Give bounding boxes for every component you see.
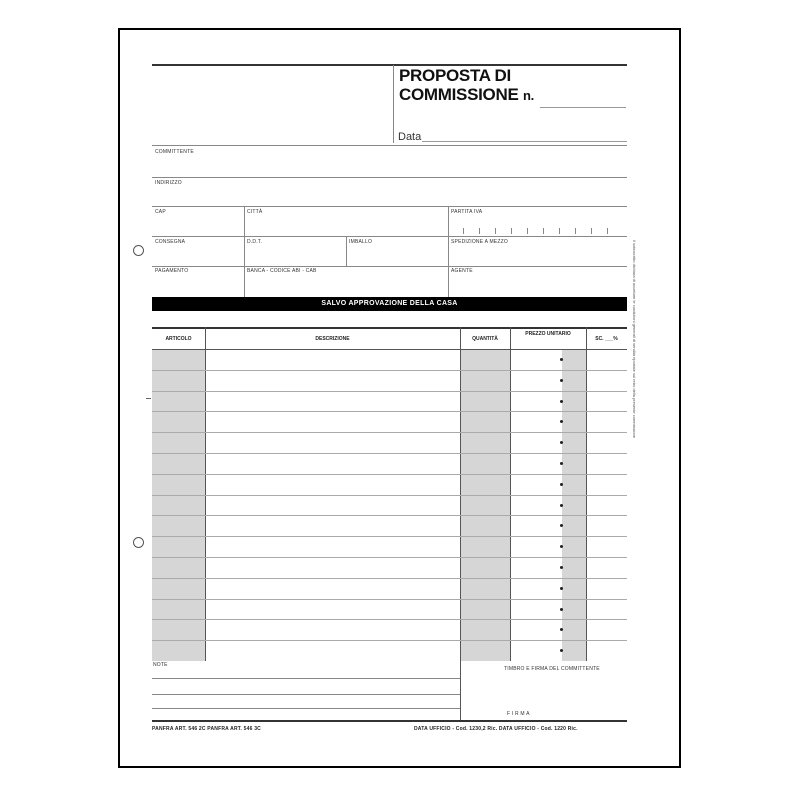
title-line-1: PROPOSTA DI (399, 66, 511, 85)
partita-iva-boxes[interactable] (451, 228, 627, 234)
divider (448, 206, 449, 298)
divider (346, 236, 347, 266)
label-indirizzo: INDIRIZZO (155, 180, 182, 186)
title-divider (393, 65, 394, 143)
label-note: NOTE (153, 662, 168, 668)
divider (244, 236, 245, 298)
rule (152, 236, 627, 237)
label-agente: AGENTE (451, 268, 473, 274)
tick (559, 228, 560, 234)
tick (527, 228, 528, 234)
label-imballo: IMBALLO (349, 239, 373, 245)
table-row[interactable] (152, 411, 627, 432)
data-label: Data (398, 131, 422, 143)
tick (591, 228, 592, 234)
decimal-mark (560, 483, 563, 486)
top-rule (152, 64, 627, 66)
label-firma: F I R M A (507, 711, 530, 717)
table-row[interactable] (152, 640, 627, 661)
items-table (152, 327, 627, 661)
table-row[interactable] (152, 432, 627, 453)
rule (152, 266, 627, 267)
label-banca: BANCA - CODICE ABI - CAB (247, 268, 317, 274)
table-row[interactable] (152, 495, 627, 516)
label-consegna: CONSEGNA (155, 239, 186, 245)
table-top-rule (152, 327, 627, 329)
label-cap: CAP (155, 209, 166, 215)
note-line[interactable] (152, 694, 460, 695)
form-title (399, 66, 534, 105)
label-pagamento: PAGAMENTO (155, 268, 189, 274)
note-line[interactable] (152, 708, 460, 709)
tick (495, 228, 496, 234)
commission-form (152, 62, 627, 740)
label-timbro: TIMBRO E FIRMA DEL COMMITTENTE (504, 666, 600, 672)
table-row[interactable] (152, 578, 627, 599)
table-row[interactable] (152, 515, 627, 536)
rule (152, 145, 627, 146)
right-code: DATA UFFICIO - Cod. 1230,2 Ric. DATA UFFICIO - Cod. 1220 Ric. (414, 726, 578, 732)
tick (543, 228, 544, 234)
tick (511, 228, 512, 234)
tick (479, 228, 480, 234)
table-row[interactable] (152, 370, 627, 391)
fold-mark (146, 398, 151, 399)
table-row[interactable] (152, 599, 627, 620)
decimal-mark (560, 358, 563, 361)
table-row[interactable] (152, 557, 627, 578)
table-row[interactable] (152, 474, 627, 495)
col-quantita: QUANTITÀ (472, 336, 498, 342)
table-row[interactable] (152, 453, 627, 474)
side-note: Il sottoscritto dichiara di accettare le condizioni generali di vendita riportate sul retro della presente commissione (632, 240, 637, 439)
footer-divider (460, 661, 461, 721)
approval-banner: SALVO APPROVAZIONE DELLA CASA (152, 297, 627, 311)
col-articolo: ARTICOLO (165, 336, 192, 342)
decimal-mark (560, 566, 563, 569)
decimal-mark (560, 587, 563, 590)
divider (244, 206, 245, 236)
label-citta: CITTÀ (247, 209, 263, 215)
tick (463, 228, 464, 234)
decimal-mark (560, 400, 563, 403)
note-line[interactable] (152, 678, 460, 679)
punch-hole-bottom (133, 537, 144, 548)
label-spedizione: SPEDIZIONE A MEZZO (451, 239, 508, 245)
table-row[interactable] (152, 619, 627, 640)
decimal-mark (560, 379, 563, 382)
table-row[interactable] (152, 349, 627, 370)
col-sconto: SC. ___% (595, 336, 618, 342)
bottom-rule (152, 720, 627, 722)
col-descrizione: DESCRIZIONE (315, 336, 350, 342)
number-line[interactable] (540, 107, 626, 108)
col-prezzo: PREZZO UNITARIO (525, 331, 571, 337)
tick (575, 228, 576, 234)
title-line-2: COMMISSIONE n. (399, 85, 534, 104)
table-row[interactable] (152, 391, 627, 412)
left-code: PANFRA ART. 546 2C PANFRA ART. 546 3C (152, 726, 261, 732)
punch-hole-top (133, 245, 144, 256)
label-ddt: D.D.T. (247, 239, 263, 245)
decimal-mark (560, 504, 563, 507)
data-line[interactable] (422, 141, 627, 142)
decimal-mark (560, 608, 563, 611)
label-partita-iva: PARTITA IVA (451, 209, 483, 215)
decimal-mark (560, 462, 563, 465)
label-committente: COMMITTENTE (155, 149, 194, 155)
tick (607, 228, 608, 234)
rule (152, 177, 627, 178)
rule (152, 206, 627, 207)
table-row[interactable] (152, 536, 627, 557)
